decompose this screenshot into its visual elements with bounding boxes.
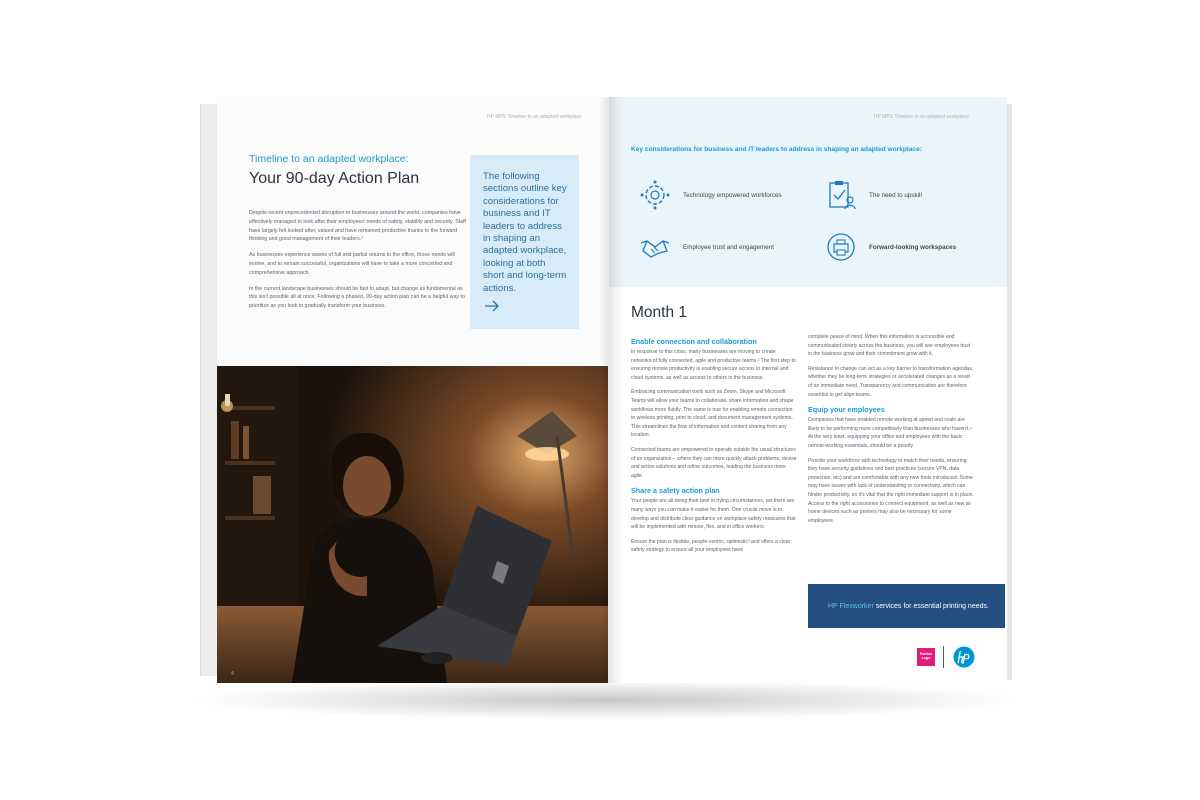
subheading: Enable connection and collaboration	[631, 337, 757, 346]
page-number: 4	[231, 671, 234, 677]
body-paragraph: Connected teams are empowered to operate outside the usual structures of an organization – where they can more quickly attack problems, devise and action solutions and refine outcomes, leading the business more agile.	[631, 446, 797, 479]
body-paragraph: Embracing communication tools such as Zoom, Skype and Microsoft Teams will allow your teams to collaborate, share information and shape workflows more fluidly. The same is true for enabling remote connection to wireless printing, print to cloud, and document management systems. This streamlines the flow of information and content sharing from any location.	[631, 389, 794, 439]
body-paragraph: Provide your workforce with technology to match their needs, ensuring they have security guidelines and best practices (secure VPN, data protection, etc) and are comfortable with any new tools introduced. Some may have issues with lack of understanding or connectivity, which can hinder productivity, so it's vital that the right immediate support is in place. Access to the right accessories to connect equipment, as well as new at-home devices such as printers may also be necessary for some employees.	[808, 457, 974, 524]
service-highlight: HP Flexworker	[828, 603, 874, 610]
woman-laptop-photo	[217, 366, 608, 683]
consideration-technology	[639, 179, 782, 211]
intro-paragraph: Despite recent unprecedented disruption to businesses around the world, companies have effectively managed to look after their employees' needs of safety, stability and security. Staff have largely felt looked after, valued and have remained productive thanks to the forward thinking and good management of their leaders.¹	[249, 210, 467, 243]
right-page	[609, 97, 1007, 683]
arrow-right-icon	[484, 299, 500, 313]
month-title: Month 1	[631, 304, 688, 321]
printer-globe-icon	[825, 231, 857, 263]
consideration-trust	[639, 231, 774, 263]
running-header: HP MPS Timeline to an adapted workplace	[874, 114, 969, 120]
body-paragraph: Companies that have enabled remote working at speed and scale are likely to be performing more competitively than businesses who haven't.⁴ At the very least, equipping your office and employees with the basic remote-working essentials, should be a priority.	[808, 417, 972, 449]
consideration-label: Technology empowered workforces	[683, 191, 782, 199]
partner-logo: Partner Logo	[917, 648, 935, 666]
page-title: Your 90-day Action Plan	[249, 170, 420, 187]
body-paragraph: Your people are all doing their best in trying circumstances, yet there are many ways you can make it easier for them. One crucial move is to develop and distribute clear guidance on workplace safety measures that will be implemented with remote, flex, and in office workers.	[631, 498, 796, 531]
consideration-label: Employee trust and engagement	[683, 243, 775, 251]
callout-text: The following sections outline key considerations for business and IT leaders to address in shaping an adapted workplace, looking at both short and long-term actions.	[483, 171, 567, 294]
body-paragraph: In response to this crisis, many businesses are moving to create networks of fully connected, agile and productive teams.² The first step to ensuring remote productivity is enabling secure access to internal and cloud systems, as well as access to others in the business.	[631, 349, 796, 381]
title-kicker: Timeline to an adapted workplace:	[249, 153, 409, 165]
intro-body	[249, 209, 467, 318]
body-paragraph: complete peace of mind. When this information is accessible and communicated clearly across the business, you will see employees trust in the business grow and their commitment grow with it.	[808, 334, 971, 358]
handshake-icon	[639, 231, 671, 263]
service-text: services for essential printing needs.	[873, 603, 989, 610]
logo-divider	[943, 646, 944, 668]
clipboard-person-icon	[825, 179, 857, 211]
left-page	[217, 97, 608, 683]
body-paragraph: Ensure the plan is flexible, people-centric, optimistic³ and offers a clear safety strategy to ensure all your employees have	[631, 538, 791, 554]
considerations-title: Key considerations for business and IT leaders to address in shaping an adapted workplace:	[631, 146, 922, 153]
considerations-panel	[609, 97, 1007, 287]
brochure-shadow	[190, 680, 1020, 720]
consideration-label: The need to upskill	[869, 191, 922, 199]
gear-network-icon	[639, 179, 671, 211]
callout-box	[470, 155, 579, 329]
body-paragraph: Resistance to change can act as a key barrier to transformation agendas, whether they be long-term strategies or accelerated changes as a result of an immediate need. Transparency and communication are therefore essential to get align teams.	[808, 365, 974, 398]
subheading: Share a safety action plan	[631, 486, 720, 496]
consideration-upskill	[825, 179, 922, 211]
service-banner	[808, 584, 1005, 628]
running-header: HP MPS Timeline to an adapted workplace	[487, 114, 582, 120]
intro-paragraph: In the current landscape businesses should be fast to adapt, but change as fundamental as this isn't possible all at once. Following a phased, 90-day action plan can be a helpful way to prioritize as you look to gradually transform your business.	[249, 285, 465, 310]
text-column-right	[808, 333, 974, 531]
intro-paragraph: As businesses experience waves of full and partial returns to the office, those needs will evolve, and to remain successful, organizations will have to take a more concerted and comprehensive approach.	[249, 252, 455, 276]
subheading: Equip your employees	[808, 405, 885, 415]
hp-logo-icon	[953, 646, 975, 668]
consideration-label: Forward-looking workspaces	[869, 243, 957, 251]
text-column-left	[631, 333, 797, 561]
consideration-workspaces	[825, 231, 956, 263]
